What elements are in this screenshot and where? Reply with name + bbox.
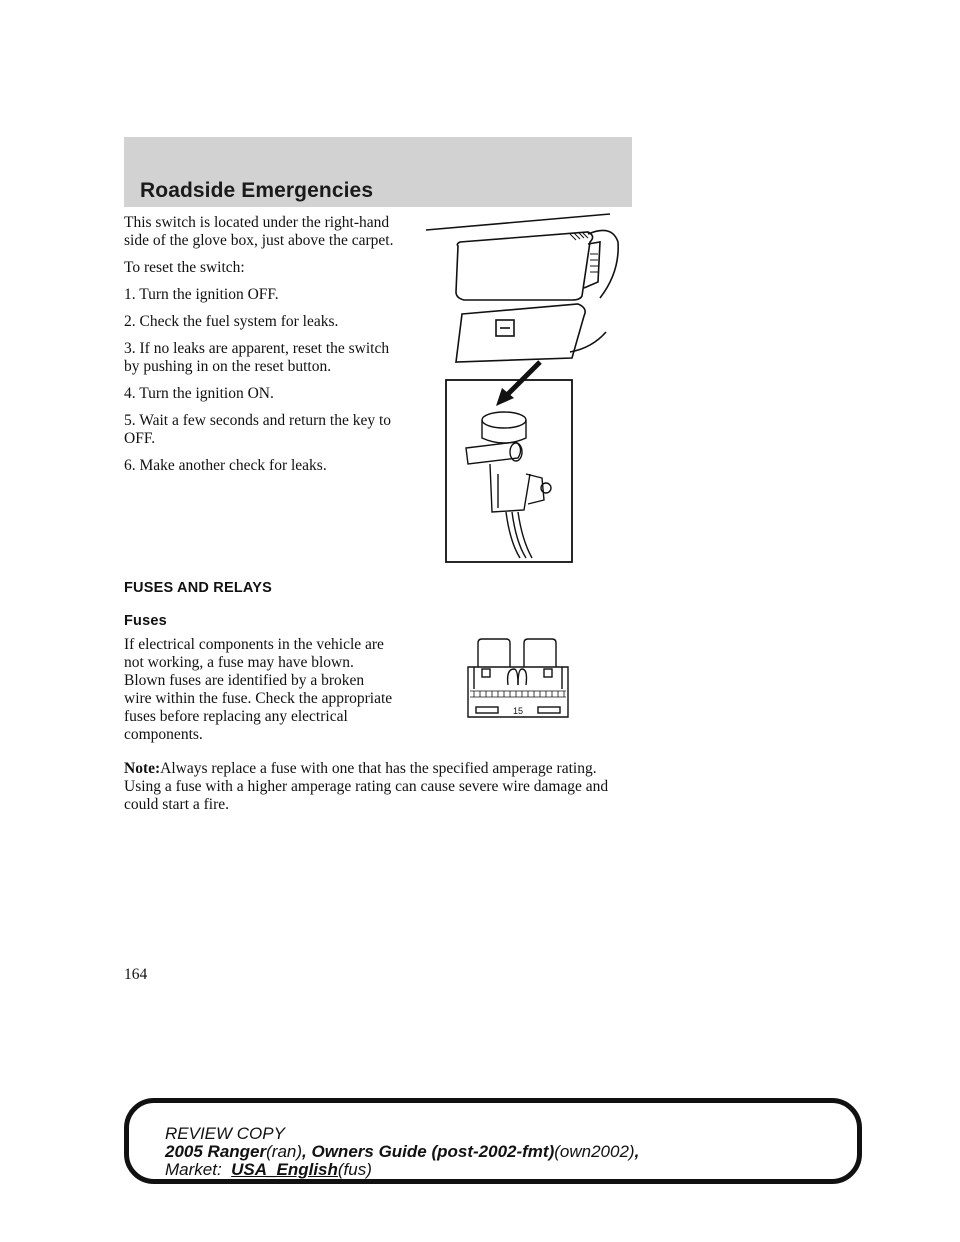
footer-model: 2005 Ranger: [165, 1142, 267, 1161]
footer-guide-code: (own2002): [554, 1142, 635, 1161]
footer-product-line: [165, 1143, 639, 1161]
step-6: 6. Make another check for leaks.: [124, 457, 327, 474]
review-copy-label: REVIEW COPY: [165, 1124, 285, 1143]
note-paragraph: [124, 760, 614, 814]
footer-separator-1: ,: [302, 1142, 312, 1161]
section-title: Roadside Emergencies: [140, 179, 374, 202]
footer-market-label: Market:: [165, 1160, 222, 1179]
section-heading: FUSES AND RELAYS: [124, 580, 272, 596]
footer-text: [165, 1125, 639, 1179]
section-header-band: [124, 137, 632, 207]
footer-model-code: (ran): [266, 1142, 303, 1161]
switch-location-text: This switch is located under the right-hand side of the glove box, just above the carpet.: [124, 214, 394, 249]
reset-intro-text: To reset the switch:: [124, 259, 245, 276]
footer-market: USA_English: [231, 1160, 338, 1179]
fuses-paragraph: If electrical components in the vehicle are not working, a fuse may have blown. Blown fuses are identified by a broken wire within the fuse. Check the appropriate fuses before replacing any electrical components.: [124, 636, 393, 743]
note-label: Note:: [124, 760, 161, 777]
step-1: 1. Turn the ignition OFF.: [124, 286, 279, 303]
subsection-heading: Fuses: [124, 613, 167, 629]
footer-separator-2: ,: [634, 1142, 640, 1161]
footer-guide: Owners Guide (post-2002-fmt): [311, 1142, 555, 1161]
inertia-switch-illustration: [420, 212, 630, 564]
fuses-section: [124, 580, 644, 629]
reset-instructions: [124, 214, 404, 484]
step-3: 3. If no leaks are apparent, reset the switch by pushing in on the reset button.: [124, 340, 390, 375]
footer-market-line: [165, 1161, 639, 1179]
step-4: 4. Turn the ignition ON.: [124, 385, 274, 402]
fuse-rating-label: 15: [512, 706, 524, 716]
note-text: Always replace a fuse with one that has the specified amperage rating. Using a fuse with a higher amperage rating can cause severe wire damage and could start a fire.: [124, 760, 609, 813]
review-footer: [124, 1098, 862, 1184]
fuse-illustration: [464, 637, 572, 719]
footer-market-code: (fus): [337, 1160, 372, 1179]
page-number: 164: [124, 966, 148, 983]
step-2: 2. Check the fuel system for leaks.: [124, 313, 339, 330]
step-5: 5. Wait a few seconds and return the key to OFF.: [124, 412, 392, 447]
